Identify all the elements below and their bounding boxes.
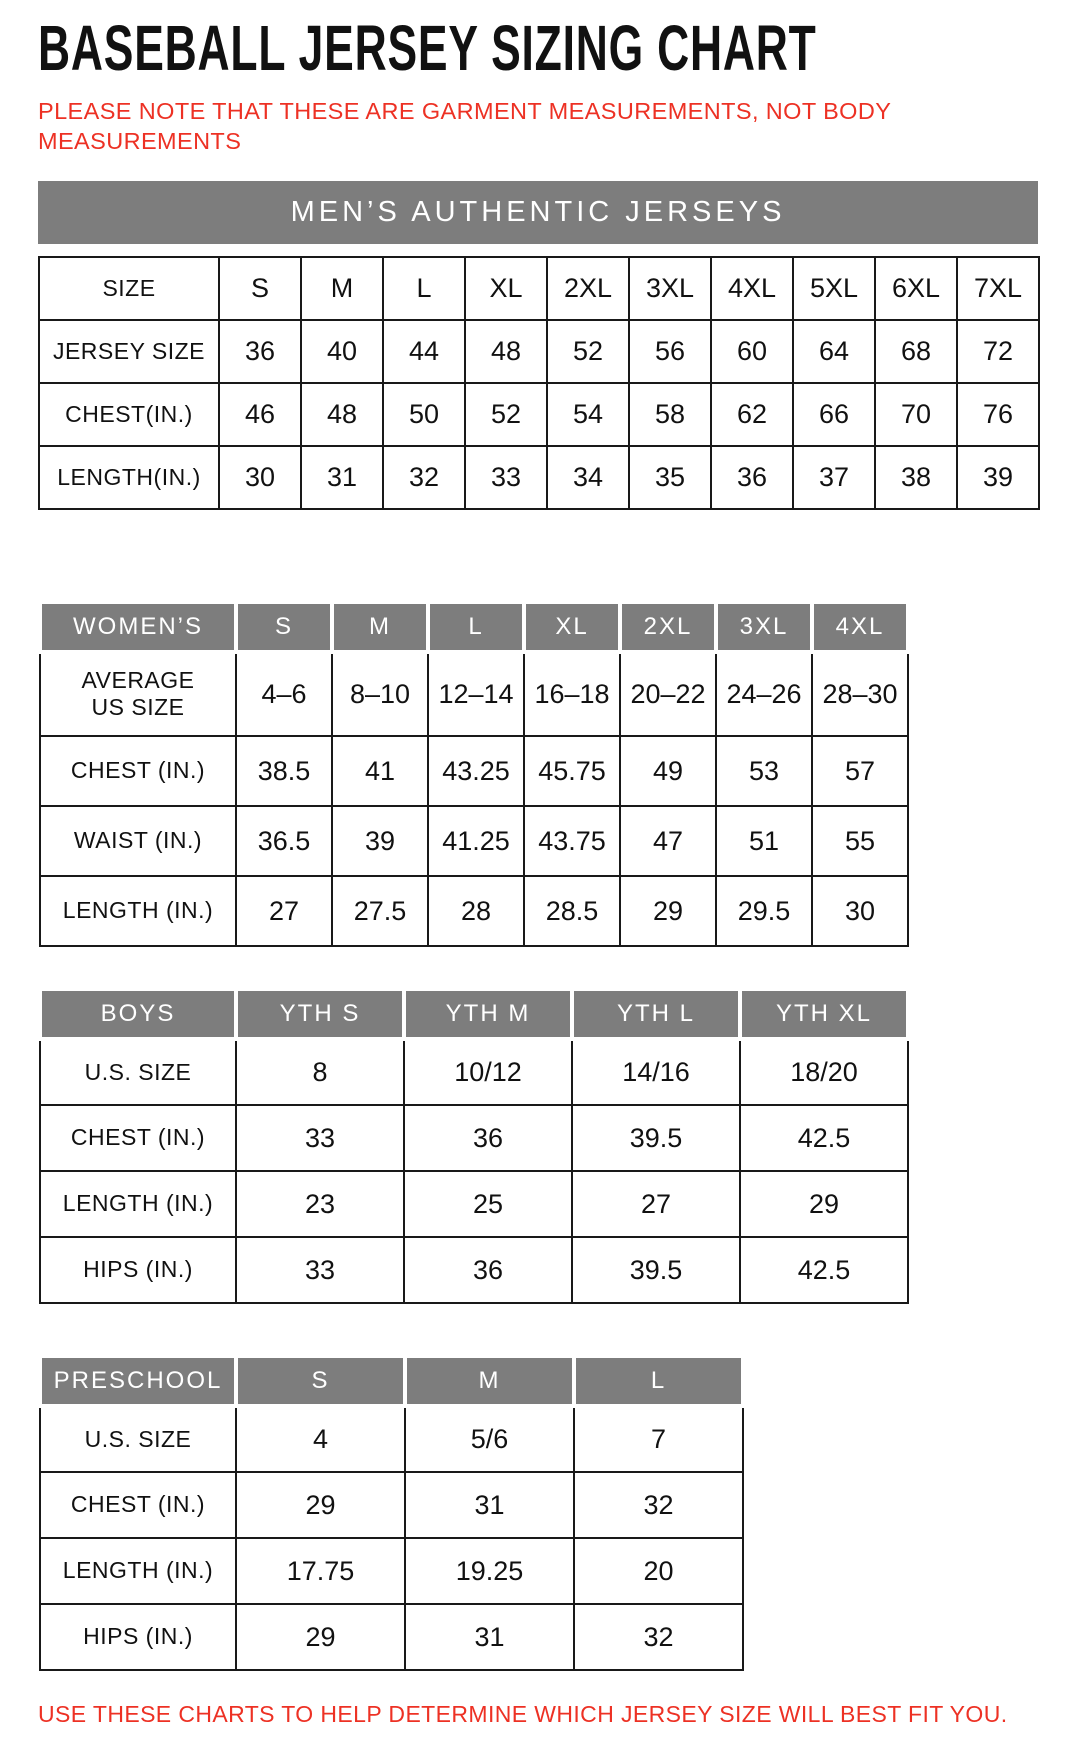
header-row [40,989,908,1039]
page-title [38,13,1039,85]
cell: 38.5 [236,736,332,806]
cell: 49 [620,736,716,806]
cell: 30 [219,446,301,509]
row-label: LENGTH (IN.) [40,1538,236,1604]
cell: 31 [301,446,383,509]
row-label: LENGTH (IN.) [40,1171,236,1237]
cell: 70 [875,383,957,446]
cell: 28–30 [812,652,908,736]
cell: 33 [236,1237,404,1303]
cell: 36 [404,1237,572,1303]
cell: 51 [716,806,812,876]
cell: 29.5 [716,876,812,946]
garment-measurements-note: PLEASE NOTE THAT THESE ARE GARMENT MEASUREMENTS, NOT BODY MEASUREMENTS [38,97,891,155]
cell: 36 [711,446,793,509]
cell: 53 [716,736,812,806]
cell: 41.25 [428,806,524,876]
sizing-chart-page [38,13,1039,1728]
cell: 48 [465,320,547,383]
cell: 27 [236,876,332,946]
fit-advice-note: USE THESE CHARTS TO HELP DETERMINE WHICH JERSEY SIZE WILL BEST FIT YOU. [38,1700,1008,1727]
cell: 36 [404,1105,572,1171]
cell: 40 [301,320,383,383]
table-row [40,1171,908,1237]
cell: 68 [875,320,957,383]
cell: 48 [301,383,383,446]
cell: 10/12 [404,1039,572,1105]
cell: 2XL [547,257,629,320]
cell: 8 [236,1039,404,1105]
table-row [40,806,908,876]
cell: 27.5 [332,876,428,946]
cell: 62 [711,383,793,446]
preschool-section [38,1354,1039,1671]
table-row [40,1039,908,1105]
table-row [40,1472,743,1538]
cell: 29 [740,1171,908,1237]
cell: 20 [574,1538,743,1604]
mens-table [38,256,1040,510]
table-row [40,1237,908,1303]
cell: 66 [793,383,875,446]
cell: 4–6 [236,652,332,736]
cell: 30 [812,876,908,946]
cell: 33 [465,446,547,509]
cell: 56 [629,320,711,383]
cell: 28.5 [524,876,620,946]
row-label: HIPS (IN.) [40,1604,236,1670]
table-row [40,876,908,946]
cell: 14/16 [572,1039,740,1105]
cell: 7XL [957,257,1039,320]
table-row [39,446,1039,509]
cell: 4XL [711,257,793,320]
header-cell: BOYS [40,989,236,1039]
cell: 32 [574,1472,743,1538]
cell: 39 [957,446,1039,509]
row-label: U.S. SIZE [40,1406,236,1472]
cell: 64 [793,320,875,383]
header-row [40,1356,743,1406]
cell: 17.75 [236,1538,405,1604]
cell: 43.75 [524,806,620,876]
header-cell: PRESCHOOL [40,1356,236,1406]
cell: 52 [547,320,629,383]
table-row [40,736,908,806]
cell: 4 [236,1406,405,1472]
cell: 18/20 [740,1039,908,1105]
mens-banner: MEN’S AUTHENTIC JERSEYS [38,181,1038,244]
cell: 32 [383,446,465,509]
cell: 39.5 [572,1237,740,1303]
cell: 24–26 [716,652,812,736]
header-row [40,602,908,652]
cell: 8–10 [332,652,428,736]
row-label: CHEST (IN.) [40,1105,236,1171]
cell: 46 [219,383,301,446]
cell: 16–18 [524,652,620,736]
cell: S [219,257,301,320]
cell: 29 [620,876,716,946]
header-cell: YTH S [236,989,404,1039]
cell: 20–22 [620,652,716,736]
cell: 5XL [793,257,875,320]
table-row [39,383,1039,446]
cell: 39.5 [572,1105,740,1171]
row-label: CHEST (IN.) [40,1472,236,1538]
header-cell: YTH L [572,989,740,1039]
header-cell: 2XL [620,602,716,652]
row-label: U.S. SIZE [40,1039,236,1105]
cell: M [301,257,383,320]
page-title-text: BASEBALL JERSEY SIZING CHART [38,13,817,85]
row-label: LENGTH (IN.) [40,876,236,946]
cell: 58 [629,383,711,446]
header-cell: YTH XL [740,989,908,1039]
header-cell: XL [524,602,620,652]
cell: 32 [574,1604,743,1670]
header-cell: L [428,602,524,652]
cell: 35 [629,446,711,509]
cell: 57 [812,736,908,806]
cell: 55 [812,806,908,876]
cell: 54 [547,383,629,446]
cell: 72 [957,320,1039,383]
cell: 52 [465,383,547,446]
mens-section [38,181,1039,510]
header-cell: M [332,602,428,652]
cell: 31 [405,1472,574,1538]
header-cell: 3XL [716,602,812,652]
cell: 47 [620,806,716,876]
table-row [40,1105,908,1171]
cell: 27 [572,1171,740,1237]
cell: 25 [404,1171,572,1237]
cell: L [383,257,465,320]
row-label: WAIST (IN.) [40,806,236,876]
cell: 76 [957,383,1039,446]
row-label: AVERAGE US SIZE [40,652,236,736]
cell: 39 [332,806,428,876]
header-cell: 4XL [812,602,908,652]
cell: 36 [219,320,301,383]
cell: 3XL [629,257,711,320]
cell: 43.25 [428,736,524,806]
boys-section [38,987,1039,1304]
cell: 33 [236,1105,404,1171]
cell: 23 [236,1171,404,1237]
header-cell: YTH M [404,989,572,1039]
cell: 42.5 [740,1105,908,1171]
cell: 37 [793,446,875,509]
table-row [39,320,1039,383]
table-row [40,1604,743,1670]
cell: 60 [711,320,793,383]
cell: 7 [574,1406,743,1472]
row-label: CHEST (IN.) [40,736,236,806]
header-cell: M [405,1356,574,1406]
cell: 45.75 [524,736,620,806]
womens-section [38,600,1039,947]
womens-table [38,600,910,947]
cell: 50 [383,383,465,446]
row-label: SIZE [39,257,219,320]
cell: 36.5 [236,806,332,876]
row-label: HIPS (IN.) [40,1237,236,1303]
table-row [40,1406,743,1472]
cell: 34 [547,446,629,509]
header-cell: S [236,602,332,652]
cell: 29 [236,1604,405,1670]
cell: 38 [875,446,957,509]
row-label: JERSEY SIZE [39,320,219,383]
cell: XL [465,257,547,320]
row-label: CHEST(IN.) [39,383,219,446]
header-cell: L [574,1356,743,1406]
table-row [40,652,908,736]
cell: 42.5 [740,1237,908,1303]
cell: 5/6 [405,1406,574,1472]
row-label: LENGTH(IN.) [39,446,219,509]
boys-table [38,987,910,1304]
header-cell: WOMEN’S [40,602,236,652]
cell: 12–14 [428,652,524,736]
table-row [39,257,1039,320]
header-cell: S [236,1356,405,1406]
cell: 28 [428,876,524,946]
preschool-table [38,1354,745,1671]
cell: 44 [383,320,465,383]
cell: 19.25 [405,1538,574,1604]
cell: 29 [236,1472,405,1538]
cell: 31 [405,1604,574,1670]
cell: 41 [332,736,428,806]
cell: 6XL [875,257,957,320]
table-row [40,1538,743,1604]
